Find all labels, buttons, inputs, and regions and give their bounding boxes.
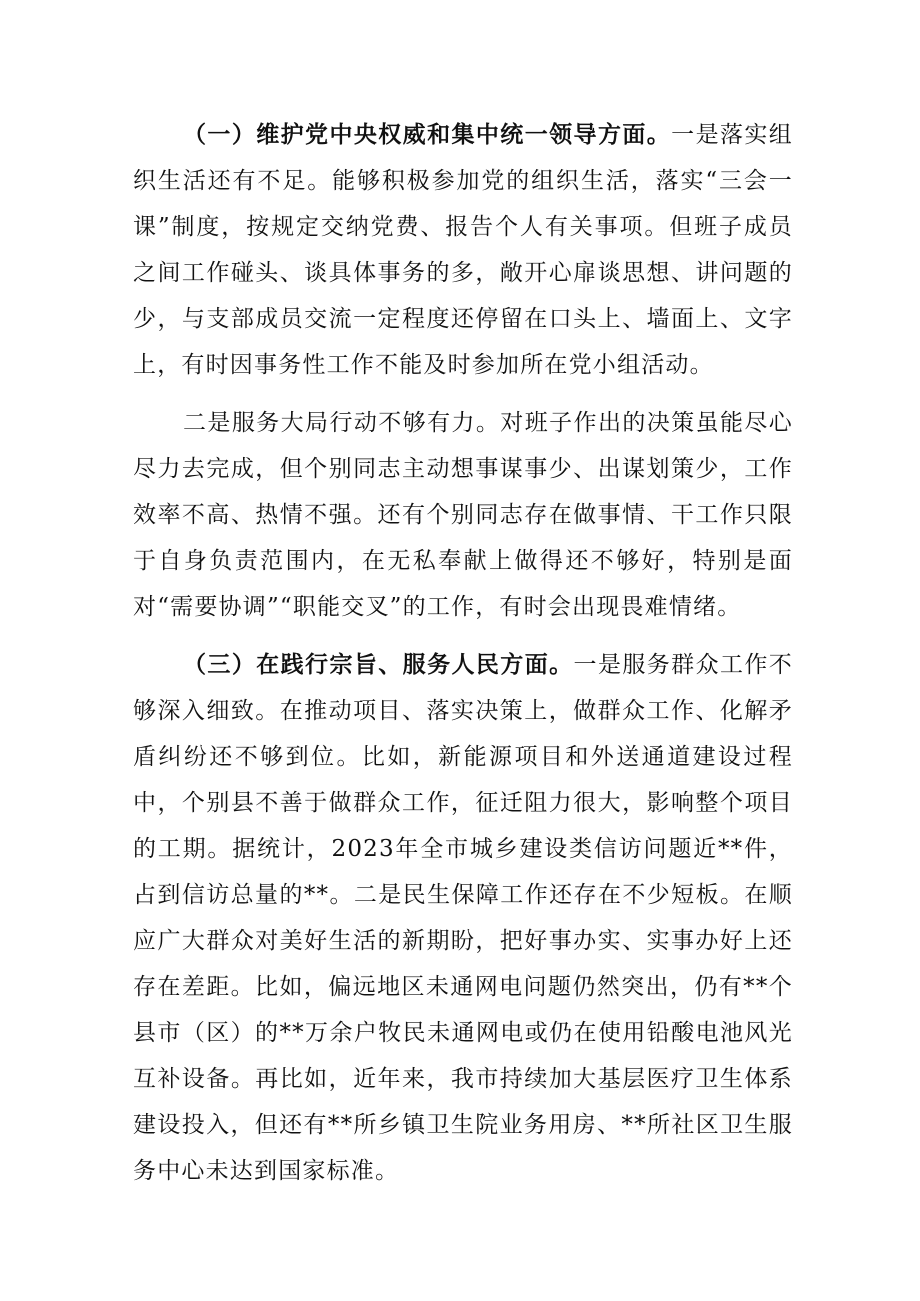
paragraph-political-authority (133, 112, 793, 388)
paragraph-service-overall (133, 400, 793, 630)
paragraph-serve-people (133, 642, 793, 1194)
paragraph-text: 一是服务群众工作不够深入细致。在推动项目、落实决策上，做群众工作、化解矛盾纠纷还不够到位。比如，新能源项目和外送通道建设过程中，个别县不善于做群众工作，征迁阻力很大，影响整个项目的工期。据统计，2023年全市城乡建设类信访问题近**件，占到信访总量的**。二是民生保障工作还存在不少短板。在顺应广大群众对美好生活的新期盼，把好事办实、实事办好上还存在差距。比如，偏远地区未通网电问题仍然突出，仍有**个县市（区）的**万余户牧民未通网电或仍在使用铅酸电池风光互补设备。再比如，近年来，我市持续加大基层医疗卫生体系建设投入，但还有**所乡镇卫生院业务用房、**所社区卫生服务中心未达到国家标准。 (133, 652, 793, 1184)
paragraph-text: 一是落实组织生活还有不足。能够积极参加党的组织生活，落实“三会一课”制度，按规定交纳党费、报告个人有关事项。但班子成员之间工作碰头、谈具体事务的多，敞开心扉谈思想、讲问题的少，与支部成员交流一定程度还停留在口头上、墙面上、文字上，有时因事务性工作不能及时参加所在党小组活动。 (133, 122, 794, 378)
paragraph-text: 二是服务大局行动不够有力。对班子作出的决策虽能尽心尽力去完成，但个别同志主动想事谋事少、出谋划策少，工作效率不高、热情不强。还有个别同志存在做事情、干工作只限于自身负责范围内，在无私奉献上做得还不够好，特别是面对“需要协调”“职能交叉”的工作，有时会出现畏难情绪。 (133, 410, 793, 620)
section-heading-one: （一）维护党中央权威和集中统一领导方面。 (183, 122, 672, 148)
section-heading-three: （三）在践行宗旨、服务人民方面。 (183, 652, 574, 678)
document-body (133, 112, 793, 1206)
